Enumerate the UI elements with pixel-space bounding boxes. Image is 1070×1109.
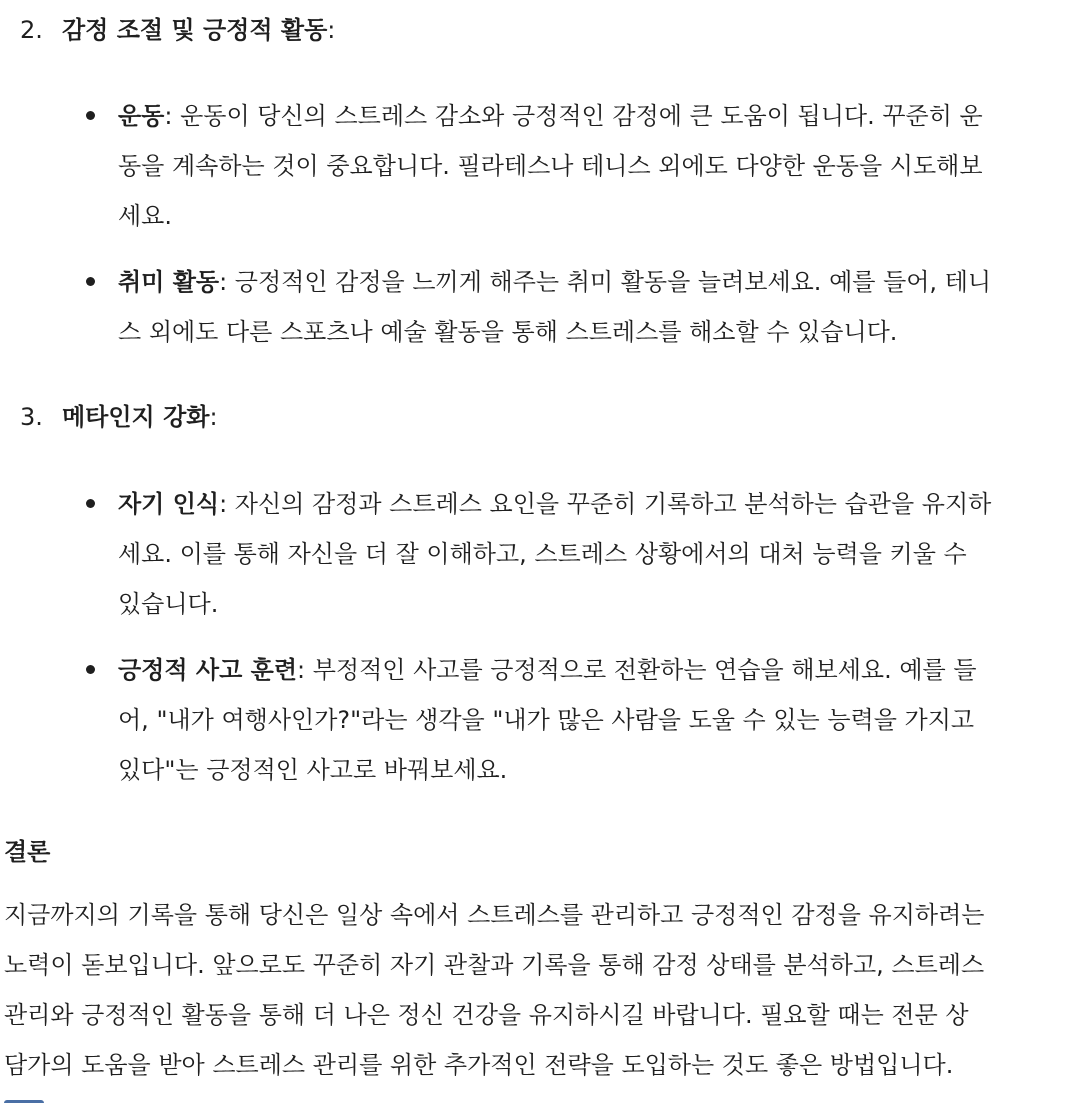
conclusion-heading: 결론 (4, 838, 51, 866)
bullet-text: 있다"는 긍정적인 사고로 바꿔보세요. (118, 756, 508, 784)
bullet-text: : 자신의 감정과 스트레스 요인을 꾸준히 기록하고 분석하는 습관을 유지하 (219, 490, 992, 518)
conclusion-line: 관리와 긍정적인 활동을 통해 더 나은 정신 건강을 유지하시길 바랍니다. 필요할 때는 전문 상 (4, 1001, 969, 1029)
section-colon: : (327, 16, 336, 44)
section-colon: : (209, 403, 218, 431)
bullet-text: 어, "내가 여행사인가?"라는 생각을 "내가 많은 사람을 도울 수 있는 능력을 가지고 (118, 706, 975, 734)
section-title: 감정 조절 및 긍정적 활동 (62, 16, 328, 44)
section-heading-metacognition (20, 401, 218, 433)
bullet-term: 긍정적 사고 훈련 (118, 656, 297, 684)
bullet-term: 운동 (118, 102, 165, 130)
section-heading-emotion (20, 14, 335, 46)
conclusion-line: 노력이 돋보입니다. 앞으로도 꾸준히 자기 관찰과 기록을 통해 감정 상태를 분석하고, 스트레스 (4, 951, 985, 979)
bullet-term: 취미 활동 (118, 268, 220, 296)
bullet-item-self-awareness (118, 479, 1053, 629)
section-number: 3. (20, 403, 43, 431)
bullet-item-positive-thinking (118, 645, 1053, 795)
bullet-dot (86, 111, 95, 120)
bullet-item-exercise (118, 91, 1053, 241)
bullet-dot (86, 277, 95, 286)
conclusion-paragraph (4, 890, 1056, 1090)
feedback-icon[interactable] (4, 1100, 44, 1109)
bullet-term: 자기 인식 (118, 490, 220, 518)
bullet-text: 세요. 이를 통해 자신을 더 잘 이해하고, 스트레스 상황에서의 대처 능력을 키울 수 (118, 540, 967, 568)
bullet-text: : 부정적인 사고를 긍정적으로 전환하는 연습을 해보세요. 예를 들 (297, 656, 977, 684)
bullet-text: 있습니다. (118, 590, 219, 618)
bullet-text: : 긍정적인 감정을 느끼게 해주는 취미 활동을 늘려보세요. 예를 들어, 테니 (219, 268, 992, 296)
bullet-item-hobby (118, 257, 1053, 357)
section-title: 메타인지 강화 (62, 403, 210, 431)
bullet-text: : 운동이 당신의 스트레스 감소와 긍정적인 감정에 큰 도움이 됩니다. 꾸준히 운 (164, 102, 983, 130)
bullet-text: 세요. (118, 202, 172, 230)
conclusion-line: 담가의 도움을 받아 스트레스 관리를 위한 추가적인 전략을 도입하는 것도 좋은 방법입니다. (4, 1051, 954, 1079)
conclusion-line: 지금까지의 기록을 통해 당신은 일상 속에서 스트레스를 관리하고 긍정적인 감정을 유지하려는 (4, 901, 985, 929)
section-number: 2. (20, 16, 43, 44)
bullet-text: 동을 계속하는 것이 중요합니다. 필라테스나 테니스 외에도 다양한 운동을 시도해보 (118, 152, 983, 180)
bullet-text: 스 외에도 다른 스포츠나 예술 활동을 통해 스트레스를 해소할 수 있습니다. (118, 318, 898, 346)
bullet-dot (86, 665, 95, 674)
bullet-dot (86, 499, 95, 508)
